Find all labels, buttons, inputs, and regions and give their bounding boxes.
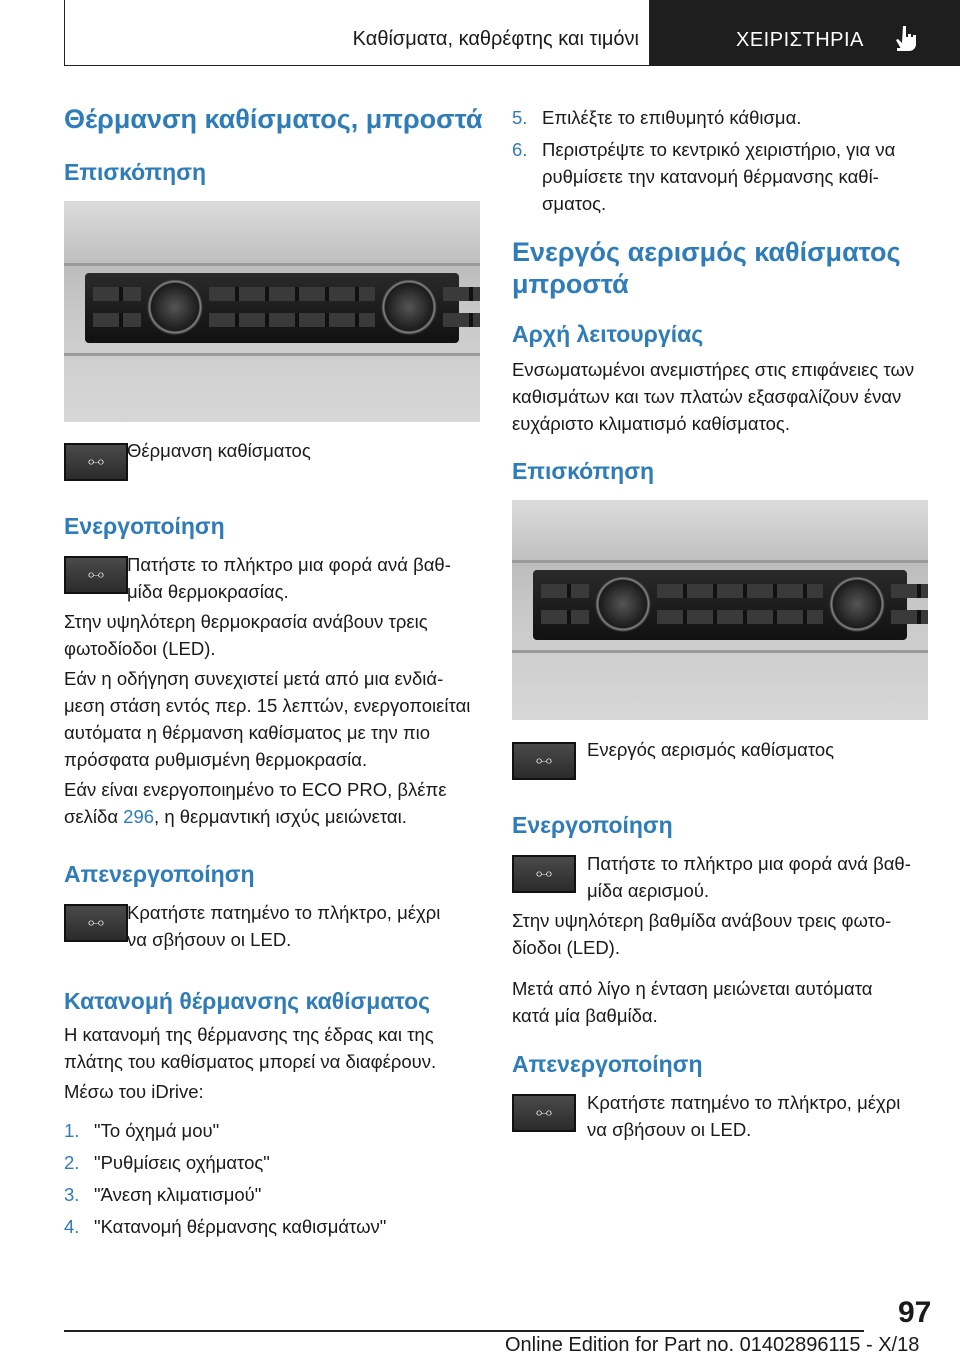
text-deactivation-1: Κρατήστε πατημένο το πλήκτρο, μέχρι <box>587 1092 901 1113</box>
step-text: Επιλέξτε το επιθυμητό κάθισμα. <box>542 107 802 128</box>
text-eco-2: σελίδα 296, η θερμαντική ισχύς μειώνεται. <box>64 806 407 827</box>
text-distribution-1: Η κατανομή της θέρμανσης της έδρας και της <box>64 1024 434 1045</box>
subheading-overview: Επισκόπηση <box>512 458 654 484</box>
text-distribution-2: πλάτης του καθίσματος μπορεί να διαφέρουν. <box>64 1051 437 1072</box>
climate-panel-photo <box>512 500 928 720</box>
text-activation-1: Πατήστε το πλήκτρο μια φορά ανά βαθ- <box>587 853 911 874</box>
section-title-seat-ventilation: Ενεργός αερισμός καθίσματος <box>512 237 901 267</box>
text-activation-2: μίδα θερμοκρασίας. <box>127 581 289 602</box>
header-section-tab[interactable] <box>650 0 960 66</box>
text-principle-2: καθισμάτων και των πλατών εξασφαλίζουν έναν <box>512 386 902 407</box>
step-text: "Άνεση κλιματισμού" <box>94 1184 262 1205</box>
text-after-1: Μετά από λίγο η ένταση μειώνεται αυτόματα <box>512 978 873 999</box>
page-header <box>64 0 960 66</box>
subheading-activation: Ενεργοποίηση <box>64 513 225 539</box>
seat-ventilation-icon: ⧟ <box>512 855 576 893</box>
text-eco-1: Εάν είναι ενεργοποιημένο το ECO PRO, βλέπε <box>64 779 447 800</box>
page-number: 97 <box>898 1296 932 1329</box>
text-deactivation-2: να σβήσουν οι LED. <box>587 1119 752 1140</box>
step-number: 6. <box>512 139 528 160</box>
control-panel <box>85 273 459 343</box>
section-title-seat-heating: Θέρμανση καθίσματος, μπροστά <box>64 104 483 134</box>
left-knob <box>147 279 203 335</box>
step-number: 1. <box>64 1120 80 1141</box>
seat-heating-icon: ⧟ <box>64 904 128 942</box>
subheading-activation: Ενεργοποίηση <box>512 812 673 838</box>
step-number: 2. <box>64 1152 80 1173</box>
text-continue-1: Εάν η οδήγηση συνεχιστεί μετά από μια ενδιά- <box>64 668 444 689</box>
text-via-idrive: Μέσω του iDrive: <box>64 1081 204 1102</box>
text-after-2: κατά μία βαθμίδα. <box>512 1005 658 1026</box>
section-title-seat-ventilation-2: μπροστά <box>512 269 629 299</box>
text-deactivation-2: να σβήσουν οι LED. <box>127 929 292 950</box>
text-activation-2: μίδα αερισμού. <box>587 880 710 901</box>
text-high-1: Στην υψηλότερη θερμοκρασία ανάβουν τρεις <box>64 611 428 632</box>
step-text: "Το όχημά μου" <box>94 1120 220 1141</box>
text-continue-3: αυτόματα η θέρμανση καθίσματος με την πιο <box>64 722 431 743</box>
hand-pointer-icon <box>894 24 920 52</box>
subheading-distribution: Κατανομή θέρμανσης καθίσματος <box>64 988 431 1014</box>
footer-edition: Online Edition for Part no. 01402896115 - X/18 <box>505 1334 920 1356</box>
step-text: "Κατανομή θέρμανσης καθισμάτων" <box>94 1216 387 1237</box>
step-text: "Ρυθμίσεις οχήματος" <box>94 1152 270 1173</box>
seat-ventilation-icon: ⧟ <box>512 742 576 780</box>
text-activation-1: Πατήστε το πλήκτρο μια φορά ανά βαθ- <box>127 554 451 575</box>
text-continue-2: μεση στάση εντός περ. 15 λεπτών, ενεργοποιείται <box>64 695 471 716</box>
text-deactivation-1: Κρατήστε πατημένο το πλήκτρο, μέχρι <box>127 902 441 923</box>
header-title: Καθίσματα, καθρέφτης και τιμόνι <box>352 28 639 50</box>
text-high-2: φωτοδίοδοι (LED). <box>64 638 216 659</box>
header-tab-label: ΧΕΙΡΙΣΤΗΡΙΑ <box>736 29 864 51</box>
step-text: σματος. <box>542 193 607 214</box>
caption-seat-ventilation: Ενεργός αερισμός καθίσματος <box>587 739 835 760</box>
right-knob <box>381 279 437 335</box>
step-number: 4. <box>64 1216 80 1237</box>
step-number: 5. <box>512 107 528 128</box>
seat-heating-icon: ⧟ <box>64 443 128 481</box>
seat-ventilation-icon: ⧟ <box>512 1094 576 1132</box>
text-continue-4: πρόσφατα ρυθμισμένη θερμοκρασία. <box>64 749 368 770</box>
subheading-deactivation: Απενεργοποίηση <box>64 861 255 887</box>
header-title-box <box>64 0 650 66</box>
right-knob <box>829 576 885 632</box>
text-principle-3: ευχάριστο κλιματισμό καθίσματος. <box>512 413 790 434</box>
text-principle-1: Ενσωματωμένοι ανεμιστήρες στις επιφάνειες των <box>512 359 915 380</box>
footer-divider <box>64 1330 864 1332</box>
step-text: ρυθμίσετε την κατανομή θέρμανσης καθί- <box>542 166 879 187</box>
climate-panel-photo <box>64 201 480 422</box>
subheading-deactivation: Απενεργοποίηση <box>512 1051 703 1077</box>
control-panel <box>533 570 907 640</box>
caption-seat-heating: Θέρμανση καθίσματος <box>127 440 311 461</box>
text-high-2: δίοδοι (LED). <box>512 937 620 958</box>
left-knob <box>595 576 651 632</box>
subheading-principle: Αρχή λειτουργίας <box>512 321 704 347</box>
step-text: Περιστρέψτε το κεντρικό χειριστήριο, για να <box>542 139 896 160</box>
page-link-296[interactable]: 296 <box>123 806 155 827</box>
step-number: 3. <box>64 1184 80 1205</box>
seat-heating-icon: ⧟ <box>64 556 128 594</box>
text-high-1: Στην υψηλότερη βαθμίδα ανάβουν τρεις φωτο- <box>512 910 892 931</box>
subheading-overview: Επισκόπηση <box>64 159 206 185</box>
